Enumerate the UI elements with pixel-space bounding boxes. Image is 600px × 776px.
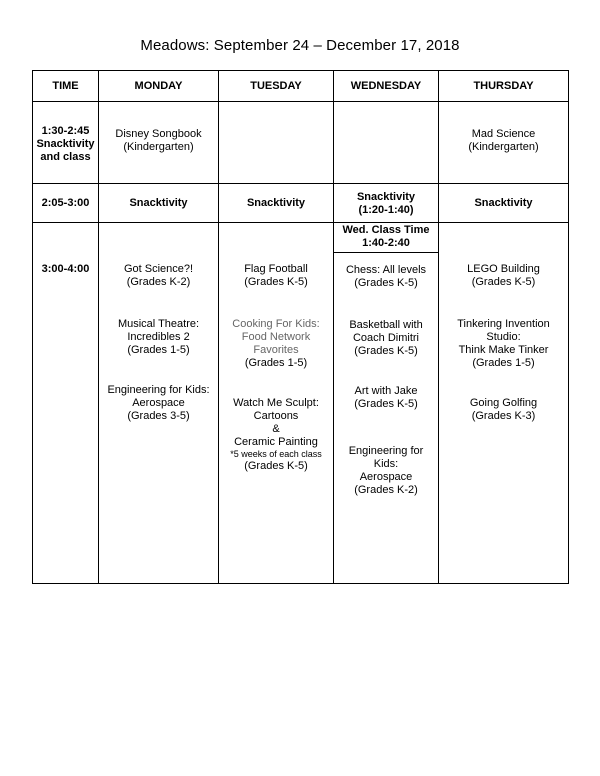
header-wednesday: WEDNESDAY: [334, 71, 439, 102]
schedule-table: [32, 70, 569, 584]
class-name: Got Science?!: [123, 263, 194, 275]
time-line: and class: [40, 151, 91, 163]
class-name: Flag Football: [244, 263, 308, 275]
tuesday-snacktivity: Snacktivity: [219, 184, 334, 223]
class-block: [334, 358, 438, 411]
class-name: Kids:: [373, 458, 399, 470]
class-block: [219, 370, 333, 473]
wed-class-time-range: 1:40-2:40: [362, 237, 410, 249]
class-name: LEGO Building: [467, 263, 540, 275]
class-block: [334, 411, 438, 497]
class-grades: (Grades 3-5): [127, 410, 190, 422]
class-name: Aerospace: [359, 471, 413, 483]
class-name: Food Network: [241, 331, 311, 343]
class-name: Ceramic Painting: [234, 436, 318, 448]
thursday-snacktivity: Snacktivity: [439, 184, 569, 223]
class-name: Disney Songbook: [115, 128, 202, 140]
class-grades: (Grades K-5): [354, 398, 418, 410]
header-time: TIME: [33, 71, 99, 102]
time-label: 3:00-4:00: [41, 263, 90, 275]
class-name: Going Golfing: [469, 397, 538, 409]
class-grades: (Grades 1-5): [127, 344, 190, 356]
row-300: [33, 223, 569, 584]
class-name: Mad Science: [471, 128, 536, 140]
time-cell-1: [33, 102, 99, 184]
class-name: Tinkering Invention: [457, 318, 550, 330]
class-grades: (Grades K-5): [244, 460, 308, 472]
wednesday-class-time-header: [334, 223, 438, 253]
header-thursday: THURSDAY: [439, 71, 569, 102]
class-name: Art with Jake: [354, 385, 418, 397]
class-name: Aerospace: [132, 397, 185, 409]
class-name: Musical Theatre:: [117, 318, 200, 330]
header-monday: MONDAY: [99, 71, 219, 102]
class-name: Engineering for: [348, 445, 424, 457]
row-1330: [33, 102, 569, 184]
class-block: [219, 223, 333, 289]
class-name: Chess: All levels: [345, 264, 427, 276]
monday-snacktivity: Snacktivity: [99, 184, 219, 223]
class-grades: (Grades K-2): [126, 276, 191, 288]
wednesday-snacktivity: [334, 184, 439, 223]
tuesday-cell-1: [219, 102, 334, 184]
class-grades: (Grades 1-5): [244, 357, 308, 369]
monday-cell-3: [99, 223, 219, 584]
class-block: [439, 289, 568, 370]
wed-class-time-label: Wed. Class Time: [342, 224, 430, 236]
class-note: *5 weeks of each class: [230, 449, 322, 459]
class-grades: (Kindergarten): [123, 141, 194, 153]
class-grades: (Grades 1-5): [472, 357, 535, 369]
class-name: Favorites: [253, 344, 299, 356]
class-name: Cartoons: [253, 410, 299, 422]
time-cell-3: [33, 223, 99, 584]
tuesday-cell-3: [219, 223, 334, 584]
class-name: Cooking For Kids:: [232, 318, 320, 330]
thursday-cell-3: [439, 223, 569, 584]
class-block: [439, 223, 568, 289]
snacktivity-time: (1:20-1:40): [358, 204, 414, 216]
class-name: Watch Me Sculpt:: [233, 397, 319, 409]
wednesday-cell-1: [334, 102, 439, 184]
class-grades: (Grades K-5): [471, 276, 536, 288]
class-grades: (Grades K-3): [471, 410, 536, 422]
class-block: [99, 357, 218, 423]
class-block: [334, 290, 438, 358]
class-name: Think Make Tinker: [458, 344, 549, 356]
time-line: Snacktivity: [36, 138, 95, 150]
class-name: Coach Dimitri: [352, 332, 419, 344]
header-tuesday: TUESDAY: [219, 71, 334, 102]
class-name: &: [272, 423, 280, 435]
time-line: 1:30-2:45: [41, 125, 90, 137]
class-grades: (Grades K-2): [354, 484, 418, 496]
row-205: [33, 184, 569, 223]
class-block: [439, 370, 568, 423]
wednesday-cell-3: [334, 223, 439, 584]
class-grades: (Grades K-5): [354, 277, 418, 289]
class-block: [99, 289, 218, 357]
class-block: [99, 223, 218, 289]
class-grades: (Grades K-5): [354, 345, 418, 357]
page-title: Meadows: September 24 – December 17, 2018: [140, 37, 460, 54]
class-name: Engineering for Kids:: [107, 384, 210, 396]
header-row: [33, 71, 569, 102]
class-name: Basketball with: [349, 319, 423, 331]
class-block: [219, 289, 333, 370]
class-name: Studio:: [486, 331, 521, 343]
thursday-cell-1: [439, 102, 569, 184]
class-grades: (Grades K-5): [244, 276, 308, 288]
class-block: [334, 253, 438, 290]
monday-cell-1: [99, 102, 219, 184]
class-name: Incredibles 2: [127, 331, 190, 343]
snacktivity-label: Snacktivity: [356, 191, 416, 203]
time-cell-2: 2:05-3:00: [33, 184, 99, 223]
class-grades: (Kindergarten): [468, 141, 539, 153]
